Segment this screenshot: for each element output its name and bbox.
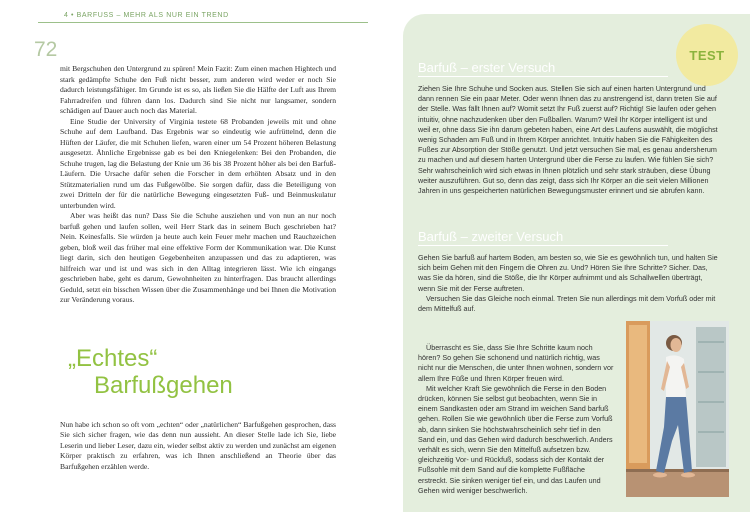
paragraph: Aber was heißt das nun? Dass Sie die Schuhe ausziehen und von nun an nur noch barfuß gehen und laufen sollen, weil Herr Stark das in seinem Buch geschrieben hat? Nein. Keinesfalls. Sie würden ja heute auch kein Feuer mehr machen und Rauchzeichen geben, bloß weil das früher mal eine effektive Form der Kommunikation war. Die Kunst liegt darin, sich den heutigen Gegebenheiten anzupassen und das zu adaptieren, was hilfreich war und ist und was sich in den Alltag integrieren lässt. Wie ich eingangs geschrieben habe, geht es darum, Gewohnheiten zu hinterfragen. Das braucht allerdings Geduld, setzt ein bisschen Wissen über die Zusammenhänge und bei Ihnen die Motivation zur Veränderung voraus. (60, 211, 336, 304)
paragraph: Nun habe ich schon so oft vom „echten“ oder „natürlichen“ Barfußgehen gesprochen, dass Sie sich sicher fragen, wie das denn nun aussieht. An dieser Stelle lade ich Sie, liebe Leserin und lieber Leser, dazu ein, wieder selbst aktiv zu werden und zunächst am eigenen Körper praktisch zu erfahren, was ich Ihnen anschließend an Theorie über das Barfußgehen erzählen werde. (60, 419, 336, 471)
paragraph: Überrascht es Sie, dass Sie Ihre Schritte kaum noch hören? So gehen Sie schonend und natürlich richtig, was nicht nur die Menschen, die unter Ihnen wohnen, sondern vor allem Ihre Füße und Ihren Körper freuen wird. (418, 343, 614, 383)
section1-title: Barfuß – erster Versuch (418, 60, 556, 75)
paragraph: Eine Studie der University of Virginia testete 68 Probanden jeweils mit und ohne Schuhe auf dem Laufband. Das Ergebnis war so eindeutig wie aufrüttelnd, denn die Hüften der Läufer, die mit Schuhen liefen, waren einer um 54 Prozent höheren Belastung ausgesetzt. Ähnliche Ergebnisse gab es bei den Kniegelenken: Bei den Probanden, die Schuhe trugen, lag die Belastung der Knie um 36 bis 38 Prozent höher als bei den Barfuß-Läufern. Die Ursache dafür sehen die Forscher in dem erhöhten Absatz und in den Stützmaterialien rund um das Fußgewölbe. Sie sorgen dafür, dass die Beteiligung von zwei Dritteln der für die natürliche Bewegung eingesetzten Fuß- und Beinmuskulatur unterbunden wird. (60, 116, 336, 210)
chapter-header: 4 • BARFUSS – MEHR ALS NUR EIN TREND (64, 12, 229, 19)
section2-rule (418, 245, 668, 246)
paragraph: mit Bergschuhen den Untergrund zu spüren! Mein Fazit: Zum einen machen Hightech und stark gedämpfte Schuhe den Fuß nicht besser, zum anderen wird weder er noch Sie dadurch leistungsfähiger. Im Grunde ist es so, als ließen Sie die Hälfte der Luft aus Ihrem Fahrradreifen und führen dann los. Dadurch sind Sie nicht nur langsamer, sondern schädigen auf Dauer auch noch das Material. (60, 64, 336, 115)
section1-body (418, 84, 718, 196)
section-heading (68, 345, 233, 399)
heading-line-2: Barfußgehen (94, 372, 233, 399)
page-number: 72 (34, 38, 58, 61)
test-badge (676, 24, 738, 86)
paragraph: Gehen Sie barfuß auf hartem Boden, am besten so, wie Sie es gewöhnlich tun, und halten Sie sich beim Gehen mit den Fingern die Ohren zu. Und? Hören Sie Ihre Schritte? Sicher. Das, was Sie da hören, sind die Stöße, die Ihr Körper aufnimmt und als Schallwellen überträgt, wenn Sie mit der Ferse auftreten. (418, 253, 718, 293)
left-column-intro (60, 412, 336, 480)
paragraph: Ziehen Sie Ihre Schuhe und Socken aus. Stellen Sie sich auf einen harten Untergrund und dann rennen Sie ein paar Meter. Oder wenn Ihnen das zu anstrengend ist, dann treten Sie auf der Stelle. Was fällt Ihnen auf? Womit setzt Ihr Fuß zuerst auf? Richtig! Sie laufen oder gehen intuitiv, ohne nachzudenken über den Fußballen. Warum? Weil Ihr Körper intelligent ist und weil er, ohne dass Sie ihn darum gebeten haben, eine Art des Laufens auswählt, die möglichst wenig Schaden am Fuß und in Ihrem Körper anrichtet. Intuitiv haben Sie die Fähigkeiten des Fußes zur Absorption der Stöße genutzt. Und jetzt versuchen Sie mal, es genau andersherum zu machen und auf diesem harten Untergrund über die Ferse zu laufen. Wie fühlen Sie sich? Sehr wahrscheinlich wird sich etwas in Ihnen plötzlich und sehr stark sträuben, diese Übung weiter auszuführen. Gut so, denn das zeigt, dass sich Ihr Körper an die seit vielen Millionen Jahren in uns gespeicherten natürlichen Bewegungsmuster erinnert und sie abrufen kann. (418, 84, 718, 196)
header-rule (38, 22, 368, 23)
paragraph: Versuchen Sie das Gleiche noch einmal. Treten Sie nun allerdings mit dem Vorfuß oder mit dem Mittelfuß auf. (418, 293, 716, 314)
barefoot-walker-photo (626, 321, 729, 497)
paragraph: Mit welcher Kraft Sie gewöhnlich die Ferse in den Boden drücken, können Sie selbst gut beobachten, wenn Sie in einem Sandkasten oder am Strand im weichen Sand barfuß gehen. Rollen Sie wie gewöhnlich über die Ferse zum Vorfuß ab, dann sinken Sie höchstwahrscheinlich sehr tief in den Sand ein, und das Gehen wird dadurch beschwerlich. Anders verhält es sich, wenn Sie den Mittelfuß aufsetzen bzw. gleichzeitig Vor- und Rückfuß, sodass sich der Kontakt der Fußsohle mit dem Sand auf die komplette Fußfläche erstreckt. Sie sinken weniger tief ein, und das Laufen und Gehen wird weniger beschwerlich. (418, 383, 613, 495)
section2-body-continued (418, 343, 616, 496)
badge-label: TEST (689, 47, 725, 63)
heading-line-1: „Echtes“ (68, 345, 158, 372)
section1-rule (418, 76, 668, 77)
section2-title: Barfuß – zweiter Versuch (418, 229, 564, 244)
left-column-text (60, 64, 336, 306)
section2-body (418, 253, 720, 314)
